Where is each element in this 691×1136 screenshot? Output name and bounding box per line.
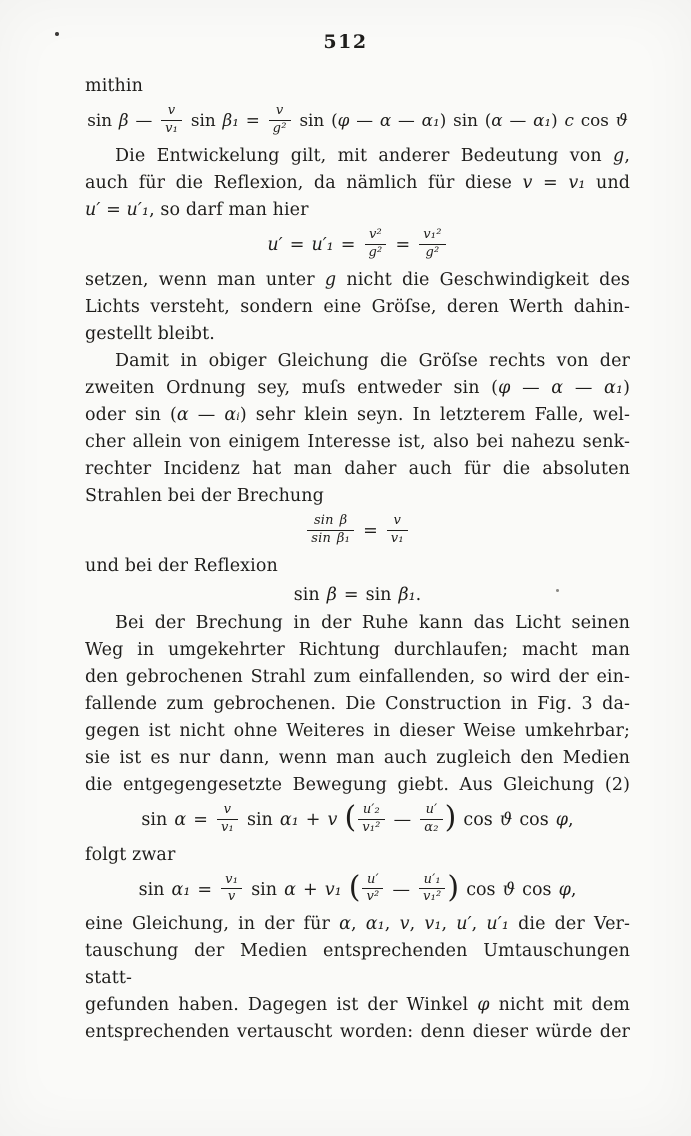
fraction xyxy=(307,514,354,547)
math-var: c xyxy=(564,109,574,130)
text-run: — xyxy=(349,109,380,130)
fraction-numerator: sin β xyxy=(307,514,354,531)
text-run: , xyxy=(471,914,487,935)
text-run: cos xyxy=(515,879,559,900)
math-var: α₁ xyxy=(421,109,440,130)
text-line xyxy=(85,772,630,799)
text-run: gestellt bleibt. xyxy=(85,323,215,344)
text-run: — xyxy=(188,404,225,425)
text-run: — xyxy=(502,109,534,130)
text-run: — xyxy=(385,879,418,900)
text-run: cos xyxy=(573,109,616,130)
text-run: , xyxy=(409,914,425,935)
text-line xyxy=(85,553,630,580)
text-line xyxy=(85,375,630,402)
fraction xyxy=(358,803,384,836)
math-var: α₁ xyxy=(171,879,191,900)
math-var: β₁ xyxy=(222,109,239,130)
math-var: φ xyxy=(498,377,511,398)
text-line xyxy=(85,992,630,1019)
text-run: Bei der Brechung in der Ruhe kann das Licht seinen xyxy=(115,612,630,633)
text-run: — xyxy=(128,109,160,130)
fraction-denominator: g² xyxy=(368,244,383,260)
text-run: = xyxy=(532,172,569,193)
text-run: , xyxy=(384,914,400,935)
text-line xyxy=(85,745,630,772)
math-var: β xyxy=(118,109,129,130)
text-run: , xyxy=(624,145,630,166)
text-line xyxy=(85,1019,630,1046)
text-run: entsprechenden vertauscht worden: denn dieser würde der xyxy=(85,1022,630,1043)
math-var: α xyxy=(174,809,187,830)
fraction xyxy=(161,104,182,137)
math-var: α₁ xyxy=(533,109,552,130)
text-run: , xyxy=(568,809,574,830)
fraction-numerator: v² xyxy=(365,228,387,245)
text-run: ) xyxy=(551,109,565,130)
paragraph xyxy=(85,911,630,1046)
text-run: — xyxy=(386,809,419,830)
text-run: — xyxy=(391,109,422,130)
fraction xyxy=(221,873,242,906)
math-var: β xyxy=(326,584,337,605)
fraction-denominator: v₁² xyxy=(423,889,442,905)
fraction-numerator: v₁² xyxy=(419,228,445,245)
text-line xyxy=(85,321,630,348)
text-line xyxy=(85,842,630,869)
fraction xyxy=(269,104,291,137)
fraction xyxy=(217,803,238,836)
text-line xyxy=(85,170,630,197)
big-paren: ( xyxy=(348,869,361,905)
text-run: , xyxy=(570,879,577,900)
fraction-denominator: sin β₁ xyxy=(311,530,350,546)
math-var: u′ xyxy=(456,914,472,935)
text-run: oder sin ( xyxy=(85,404,177,425)
paragraph xyxy=(85,610,630,799)
text-run: und xyxy=(585,172,631,193)
ink-speck xyxy=(55,32,59,36)
fraction-numerator: v xyxy=(269,104,291,121)
text-run: nicht mit dem xyxy=(489,995,631,1016)
text-line xyxy=(85,402,630,429)
text-run: Damit in obiger Gleichung die Gröſse rechts von der xyxy=(115,350,630,371)
text-run: = xyxy=(388,234,418,255)
text-run: — xyxy=(563,377,605,398)
text-run: sin xyxy=(293,584,327,605)
big-paren: ) xyxy=(447,869,460,905)
text-run: sin xyxy=(138,879,172,900)
display-formula xyxy=(85,512,630,548)
text-run: cos xyxy=(512,809,556,830)
text-run: = xyxy=(238,109,267,130)
display-formula xyxy=(85,869,630,907)
fraction-denominator: v₁ xyxy=(220,819,234,835)
text-line xyxy=(85,718,630,745)
text-run: auch für die Reflexion, da nämlich für diese xyxy=(85,172,523,193)
fraction-denominator: v₁ xyxy=(165,120,179,136)
text-line xyxy=(85,143,630,170)
text-run: sin xyxy=(141,809,175,830)
text-run: ) sehr klein seyn. In letzterem Falle, wel- xyxy=(239,404,630,425)
text-run: sin xyxy=(239,809,280,830)
fraction xyxy=(419,873,445,906)
text-run xyxy=(342,879,349,899)
text-line xyxy=(85,267,630,294)
text-run: cos xyxy=(456,809,500,830)
fraction-numerator: u′ xyxy=(362,873,383,890)
paragraph xyxy=(85,267,630,348)
text-run: zweiten Ordnung sey, muſs entweder sin ( xyxy=(85,377,499,398)
text-line xyxy=(85,664,630,691)
text-line xyxy=(85,610,630,637)
text-run: + xyxy=(295,879,325,900)
text-run: ) sin ( xyxy=(439,109,492,130)
text-line xyxy=(85,911,630,938)
math-var: v xyxy=(399,914,410,935)
math-var: v₁ xyxy=(424,914,442,935)
text-run: = sin xyxy=(336,584,399,605)
text-line xyxy=(85,691,630,718)
math-var: u′ xyxy=(267,234,283,255)
text-run: = xyxy=(190,879,220,900)
text-run: , xyxy=(441,914,457,935)
math-var: g xyxy=(613,145,625,166)
math-var: φ xyxy=(477,995,490,1016)
text-run: ) xyxy=(623,377,631,398)
math-var: α₁ xyxy=(604,377,624,398)
text-line xyxy=(85,197,630,224)
text-run xyxy=(337,810,344,830)
math-var: v xyxy=(522,172,533,193)
text-run: eine Gleichung, in der für xyxy=(85,914,340,935)
fraction xyxy=(419,228,445,261)
math-var: u′₁ xyxy=(486,914,509,935)
text-run: Die Entwickelung gilt, mit anderer Bedeutung von xyxy=(115,145,614,166)
fraction-numerator: v xyxy=(161,104,182,121)
math-var: v₁ xyxy=(568,172,586,193)
text-run: Strahlen bei der Brechung xyxy=(85,485,324,506)
text-run: den gebrochenen Strahl zum einfallenden, so wird der ein- xyxy=(85,666,630,687)
fraction-numerator: u′₁ xyxy=(419,873,445,890)
display-formula xyxy=(85,105,630,138)
big-paren: ( xyxy=(344,800,357,836)
math-var: g xyxy=(324,269,337,290)
text-line xyxy=(85,938,630,992)
display-formula xyxy=(85,800,630,837)
big-paren: ) xyxy=(444,800,457,836)
text-line xyxy=(85,483,630,510)
fraction-denominator: g² xyxy=(425,244,440,260)
math-var: αᵢ xyxy=(224,404,240,425)
fraction-numerator: u′₂ xyxy=(358,803,384,820)
math-var: α xyxy=(379,109,392,130)
text-run: , xyxy=(350,914,366,935)
text-run: = xyxy=(333,234,363,255)
fraction-denominator: v₁ xyxy=(390,530,404,546)
text-run: gefunden haben. Dagegen ist der Winkel xyxy=(85,995,478,1016)
math-var: u′₁ xyxy=(311,234,334,255)
fraction-numerator: v xyxy=(387,514,408,531)
paragraph xyxy=(85,143,630,224)
text-run: sin xyxy=(244,879,285,900)
fraction xyxy=(362,873,383,906)
text-run: cher allein von einigem Interesse ist, also bei nahezu senk- xyxy=(85,431,630,452)
math-var: α₁ xyxy=(365,914,385,935)
text-run: setzen, wenn man unter xyxy=(85,269,325,290)
text-run: folgt zwar xyxy=(85,844,176,865)
fraction-denominator: v xyxy=(227,889,236,905)
text-run: + xyxy=(298,809,328,830)
math-var: α xyxy=(339,914,351,935)
math-var: ϑ xyxy=(499,809,513,830)
text-run: = xyxy=(100,199,127,220)
fraction-denominator: v₁² xyxy=(362,819,381,835)
math-var: u′ xyxy=(85,199,101,220)
text-run: und bei der Reflexion xyxy=(85,555,278,576)
math-var: α xyxy=(491,109,503,130)
paragraph xyxy=(85,348,630,510)
text-run: sin xyxy=(87,109,119,130)
text-run: gegen ist nicht ohne Weiteres in dieser Weise umkehrbar; xyxy=(85,720,630,741)
math-var: v₁ xyxy=(324,879,342,900)
math-var: φ xyxy=(337,109,350,130)
fraction xyxy=(365,228,387,261)
text-run: mithin xyxy=(85,76,143,96)
fraction-denominator: g² xyxy=(272,120,287,136)
math-var: φ xyxy=(555,809,569,830)
text-run: rechter Incidenz hat man daher auch für die absoluten xyxy=(85,458,630,479)
math-var: β₁ xyxy=(398,584,416,605)
text-run: die der Ver- xyxy=(508,914,631,935)
text-run: Lichts versteht, sondern eine Gröſse, deren Werth dahin- xyxy=(85,296,630,317)
display-formula xyxy=(85,226,630,262)
fraction xyxy=(420,803,442,836)
text-run: = xyxy=(282,234,312,255)
text-line xyxy=(85,294,630,321)
fraction-numerator: u′ xyxy=(420,803,442,820)
math-var: α xyxy=(551,377,564,398)
math-var: u′₁ xyxy=(126,199,150,220)
fraction-denominator: v² xyxy=(366,889,380,905)
text-run: cos xyxy=(459,879,503,900)
math-var: ϑ xyxy=(615,109,628,130)
text-run: . xyxy=(415,584,422,605)
text-line xyxy=(85,348,630,375)
text-run: Weg in umgekehrter Richtung durchlaufen; macht man xyxy=(85,639,630,660)
text-run: sin ( xyxy=(292,109,338,130)
fraction-numerator: v₁ xyxy=(221,873,242,890)
text-run: = xyxy=(356,520,385,541)
page-body xyxy=(85,73,630,1046)
text-run: nicht die Geschwindigkeit des xyxy=(336,269,630,290)
page-number: 512 xyxy=(323,31,368,53)
text-run: , so darf man hier xyxy=(149,199,309,220)
text-line xyxy=(85,73,630,100)
text-run: = xyxy=(186,809,215,830)
text-line xyxy=(85,429,630,456)
math-var: α xyxy=(176,404,189,425)
fraction-numerator: v xyxy=(217,803,238,820)
text-run: tauschung der Medien entsprechenden Umtauschungen statt- xyxy=(85,941,630,989)
math-var: ϑ xyxy=(502,879,516,900)
fraction xyxy=(387,514,408,547)
math-var: v xyxy=(327,809,338,830)
display-formula xyxy=(85,585,630,605)
text-run: sie ist es nur dann, wenn man auch zugleich den Medien xyxy=(85,747,630,768)
math-var: φ xyxy=(558,879,571,900)
text-line xyxy=(85,456,630,483)
text-run: — xyxy=(510,377,552,398)
text-run: die entgegengesetzte Bewegung giebt. Aus Gleichung (2) xyxy=(85,774,630,795)
math-var: α xyxy=(284,879,296,900)
text-run: sin xyxy=(184,109,223,130)
math-var: α₁ xyxy=(279,809,299,830)
text-run: fallende zum gebrochenen. Die Construction in Fig. 3 da- xyxy=(85,693,630,714)
ink-speck xyxy=(556,589,559,592)
text-line xyxy=(85,637,630,664)
fraction-denominator: α₂ xyxy=(424,819,439,835)
